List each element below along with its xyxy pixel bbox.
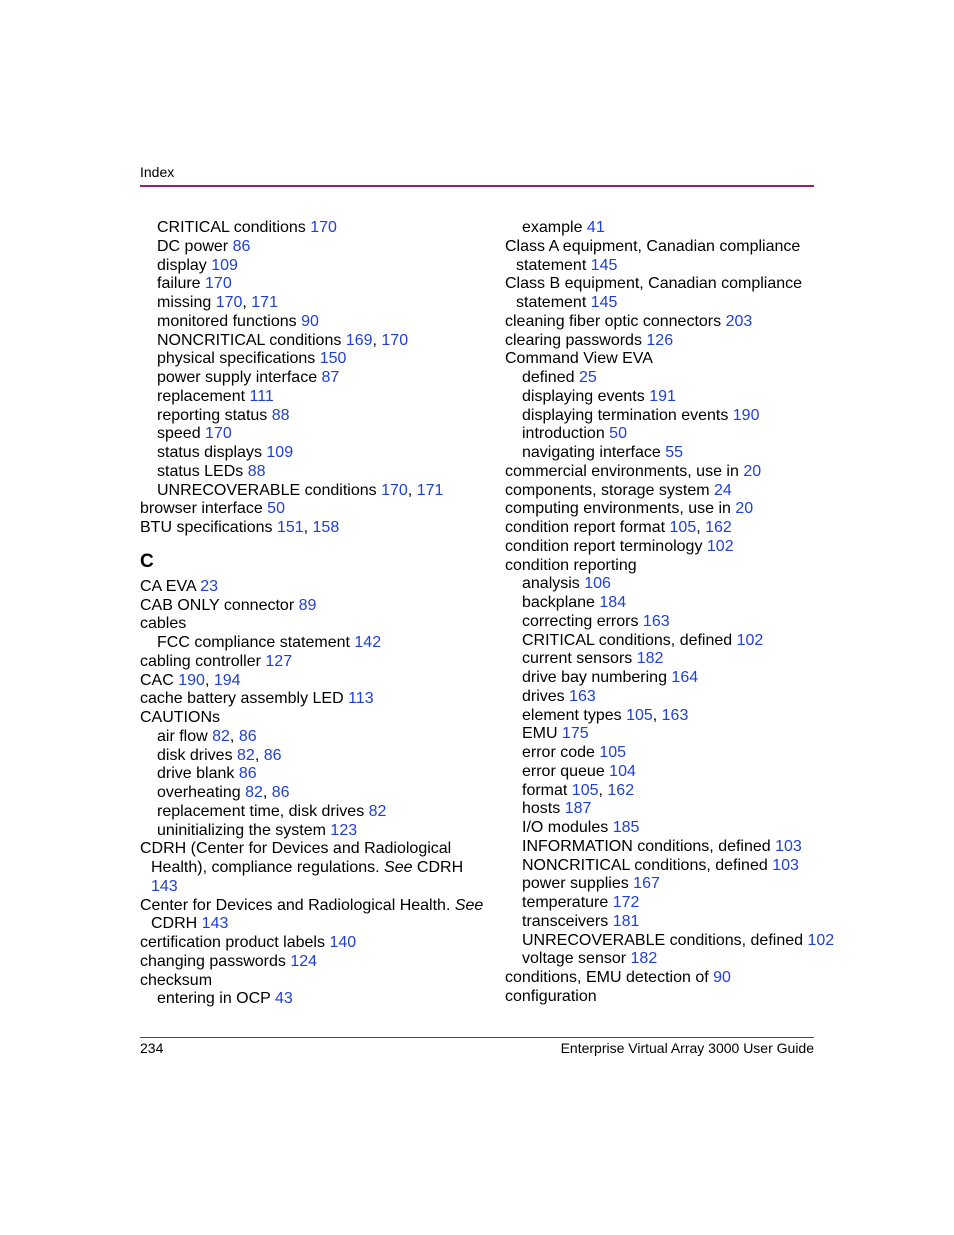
- index-subentry: [140, 407, 490, 426]
- page-reference-link[interactable]: 171: [416, 481, 444, 499]
- page-reference-link[interactable]: 150: [319, 350, 347, 368]
- index-entry: [505, 538, 825, 557]
- index-term: drives: [522, 687, 570, 705]
- index-term: defined: [522, 369, 579, 386]
- index-subentry: [140, 634, 490, 653]
- ref-separator: ,: [242, 294, 252, 311]
- index-term: Center for Devices and Radiological Health.: [140, 896, 455, 914]
- index-term: correcting errors: [522, 612, 643, 630]
- index-subentry: [505, 763, 825, 782]
- page-reference-link[interactable]: 20: [743, 462, 762, 480]
- index-subentry: [140, 257, 490, 276]
- index-subentry: [140, 803, 490, 822]
- page-reference-link[interactable]: 172: [612, 894, 640, 911]
- index-term: CAB ONLY connector: [140, 596, 299, 614]
- index-subentry: [505, 707, 825, 726]
- index-term: clearing passwords: [505, 331, 647, 349]
- index-entry-continuation: [140, 859, 490, 878]
- index-term: error code: [522, 744, 600, 761]
- index-entry: [140, 500, 490, 519]
- index-term: configuration: [505, 987, 597, 1005]
- page-reference-link[interactable]: 105: [626, 706, 653, 724]
- page-reference-link[interactable]: 140: [329, 934, 357, 951]
- page-reference-link[interactable]: 194: [213, 671, 241, 689]
- index-subentry: [505, 725, 825, 744]
- index-term: cleaning fiber optic connectors: [505, 312, 726, 330]
- index-term: CAUTIONs: [140, 709, 220, 726]
- index-term: error queue: [522, 762, 610, 780]
- running-header: Index: [140, 164, 175, 180]
- index-entry: [505, 500, 825, 519]
- page-reference-link[interactable]: 182: [630, 950, 658, 968]
- index-subentry: [505, 575, 825, 594]
- index-term: physical specifications: [157, 350, 320, 368]
- index-entry-continuation: [505, 257, 825, 276]
- index-term: air flow: [157, 727, 213, 745]
- index-term: navigating interface: [522, 444, 666, 461]
- index-term: CDRH: [151, 915, 202, 933]
- index-term: cabling controller: [140, 652, 266, 670]
- index-term: Command View EVA: [505, 350, 653, 368]
- index-term: CAC: [140, 671, 179, 689]
- index-subentry: [505, 407, 825, 426]
- page-reference-link[interactable]: 164: [671, 669, 699, 686]
- index-subentry: [140, 765, 490, 784]
- page-reference-link[interactable]: 43: [275, 990, 293, 1008]
- page-reference-link[interactable]: 191: [649, 387, 676, 405]
- index-entry: [140, 578, 490, 597]
- index-term: current sensors: [522, 650, 637, 668]
- index-term: commercial environments, use in: [505, 462, 744, 480]
- page-reference-link[interactable]: 143: [201, 915, 229, 933]
- index-column-left: [140, 219, 490, 1009]
- index-subentry: [140, 463, 490, 482]
- index-term: conditions, EMU detection of: [505, 969, 714, 986]
- index-term: temperature: [522, 894, 613, 911]
- page-reference-link[interactable]: 145: [590, 256, 618, 274]
- index-subentry: [505, 594, 825, 613]
- page-reference-link[interactable]: 88: [247, 462, 266, 480]
- index-term: disk drives: [157, 746, 238, 764]
- page-reference-link[interactable]: 123: [330, 821, 358, 839]
- index-term: backplane: [522, 594, 600, 611]
- page-reference-link[interactable]: 24: [713, 481, 732, 499]
- page-reference-link[interactable]: 103: [772, 856, 799, 874]
- index-subentry: [140, 369, 490, 388]
- index-term: reporting status: [157, 406, 272, 424]
- index-subentry: [140, 784, 490, 803]
- page-reference-link[interactable]: 88: [271, 406, 290, 424]
- page-reference-link[interactable]: 175: [562, 725, 589, 743]
- index-subentry: [140, 728, 490, 747]
- index-term: cache battery assembly LED: [140, 690, 349, 708]
- page-reference-link[interactable]: 86: [232, 237, 251, 255]
- index-entry: [505, 988, 825, 1007]
- page-reference-link[interactable]: 89: [298, 596, 317, 614]
- page-reference-link[interactable]: 126: [646, 331, 674, 349]
- index-term: UNRECOVERABLE conditions, defined: [522, 931, 808, 949]
- index-term: FCC compliance statement: [157, 634, 355, 651]
- index-entry: [505, 350, 825, 369]
- footer-rule: [140, 1037, 814, 1038]
- index-subentry: [140, 350, 490, 369]
- index-subentry: [505, 819, 825, 838]
- index-subentry: [505, 950, 825, 969]
- page-reference-link[interactable]: 102: [807, 931, 835, 949]
- header-rule: [140, 185, 814, 187]
- page-reference-link[interactable]: 102: [736, 631, 764, 649]
- index-subentry: [140, 990, 490, 1009]
- index-entry: [140, 615, 490, 634]
- index-entry: [505, 482, 825, 501]
- page-reference-link[interactable]: 170: [381, 481, 408, 499]
- index-subentry: [140, 275, 490, 294]
- page-reference-link[interactable]: 170: [215, 294, 243, 311]
- index-term: UNRECOVERABLE conditions: [157, 481, 382, 499]
- index-term: DC power: [157, 237, 233, 255]
- page-reference-link[interactable]: 145: [590, 294, 618, 311]
- index-entry: [140, 519, 490, 538]
- index-subentry: [505, 782, 825, 801]
- page-reference-link[interactable]: 105: [571, 781, 599, 799]
- index-entry: [505, 557, 825, 576]
- index-entry-continuation: [505, 294, 825, 313]
- page-reference-link[interactable]: 167: [633, 875, 660, 893]
- page-reference-link[interactable]: 203: [725, 312, 753, 330]
- index-term: speed: [157, 425, 206, 443]
- index-term: element types: [522, 706, 627, 724]
- page-reference-link[interactable]: 163: [661, 706, 689, 724]
- page-reference-link[interactable]: 102: [706, 537, 734, 555]
- index-entry: [140, 690, 490, 709]
- index-subentry: [505, 613, 825, 632]
- index-term: computing environments, use in: [505, 500, 736, 518]
- index-term: certification product labels: [140, 934, 330, 951]
- ref-separator: ,: [229, 727, 239, 745]
- page-reference-link[interactable]: 82: [368, 802, 387, 820]
- index-term: statement: [516, 294, 591, 311]
- page-reference-link[interactable]: 162: [607, 781, 635, 799]
- ref-separator: ,: [303, 519, 313, 536]
- page-reference-link[interactable]: 109: [211, 256, 238, 274]
- page-reference-link[interactable]: 143: [151, 877, 178, 895]
- index-subentry: [505, 838, 825, 857]
- index-entry: [140, 840, 490, 859]
- index-subentry: [505, 857, 825, 876]
- index-term: NONCRITICAL conditions: [157, 331, 346, 349]
- index-term: BTU specifications: [140, 519, 277, 536]
- page-reference-link[interactable]: 82: [212, 727, 230, 745]
- index-term: CRITICAL conditions, defined: [522, 631, 737, 649]
- page-reference-link[interactable]: 111: [249, 387, 274, 405]
- index-term: failure: [157, 275, 206, 293]
- index-subentry: [505, 875, 825, 894]
- page-reference-link[interactable]: 50: [609, 425, 627, 443]
- document-title: Enterprise Virtual Array 3000 User Guide: [560, 1040, 814, 1056]
- index-subentry: [505, 632, 825, 651]
- index-term: condition report terminology: [505, 537, 707, 555]
- index-subentry: [505, 688, 825, 707]
- index-term: I/O modules: [522, 819, 613, 836]
- index-entry: [140, 953, 490, 972]
- index-term: components, storage system: [505, 481, 714, 499]
- index-term: voltage sensor: [522, 950, 631, 968]
- index-entry: [505, 313, 825, 332]
- index-entry: [505, 519, 825, 538]
- index-term: CA EVA: [140, 577, 201, 595]
- index-term: condition report format: [505, 519, 670, 536]
- index-subentry: [140, 482, 490, 501]
- index-term: overheating: [157, 784, 246, 801]
- page-reference-link[interactable]: 190: [732, 406, 760, 424]
- ref-separator: ,: [204, 671, 214, 689]
- ref-separator: ,: [262, 784, 272, 801]
- index-entry: [505, 332, 825, 351]
- see-reference: See: [384, 859, 413, 876]
- page-reference-link[interactable]: 87: [321, 369, 340, 386]
- page-reference-link[interactable]: 181: [612, 912, 640, 930]
- index-subentry: [140, 822, 490, 841]
- page-reference-link[interactable]: 124: [290, 952, 318, 970]
- index-subentry: [140, 747, 490, 766]
- index-entry: [140, 934, 490, 953]
- index-term: EMU: [522, 725, 562, 743]
- index-entry: [140, 672, 490, 691]
- page-reference-link[interactable]: 163: [642, 612, 670, 630]
- page-reference-link[interactable]: 20: [735, 500, 754, 518]
- index-column-right: [505, 219, 835, 1007]
- page-reference-link[interactable]: 169: [345, 331, 373, 349]
- index-term: power supply interface: [157, 369, 322, 386]
- page-reference-link[interactable]: 170: [205, 275, 232, 293]
- page-reference-link[interactable]: 41: [586, 219, 605, 236]
- index-entry-continuation: [140, 878, 490, 897]
- page-reference-link[interactable]: 171: [251, 294, 278, 311]
- page-reference-link[interactable]: 127: [265, 652, 293, 670]
- page-reference-link[interactable]: 90: [713, 969, 731, 986]
- page-reference-link[interactable]: 82: [237, 746, 255, 764]
- ref-separator: ,: [254, 746, 264, 764]
- index-subentry: [505, 744, 825, 763]
- index-term: drive bay numbering: [522, 669, 672, 686]
- index-term: replacement: [157, 387, 250, 405]
- index-term: replacement time, disk drives: [157, 802, 369, 820]
- index-entry-continuation: [140, 915, 490, 934]
- index-term: drive blank: [157, 765, 239, 783]
- index-term: checksum: [140, 971, 213, 989]
- page-reference-link[interactable]: 170: [381, 331, 409, 349]
- index-term: transceivers: [522, 912, 613, 930]
- page-reference-link[interactable]: 113: [348, 690, 374, 708]
- page-number: 234: [140, 1040, 164, 1056]
- page-reference-link[interactable]: 103: [775, 837, 802, 855]
- index-term: introduction: [522, 425, 610, 443]
- page-reference-link[interactable]: 86: [238, 727, 257, 745]
- index-term: display: [157, 256, 212, 274]
- page-reference-link[interactable]: 86: [271, 784, 290, 801]
- index-subentry: [505, 219, 825, 238]
- ref-separator: ,: [598, 781, 608, 799]
- index-term: uninitializing the system: [157, 821, 331, 839]
- index-subentry: [505, 425, 825, 444]
- index-subentry: [140, 425, 490, 444]
- page-reference-link[interactable]: 184: [599, 594, 627, 611]
- index-subentry: [140, 238, 490, 257]
- page-reference-link[interactable]: 170: [310, 219, 337, 236]
- page-reference-link[interactable]: 23: [200, 577, 218, 595]
- index-subentry: [140, 332, 490, 351]
- index-term: monitored functions: [157, 312, 302, 330]
- index-subentry: [505, 369, 825, 388]
- index-subentry: [140, 444, 490, 463]
- page-reference-link[interactable]: 105: [669, 519, 697, 536]
- index-subentry: [505, 913, 825, 932]
- index-subentry: [140, 388, 490, 407]
- index-subentry: [140, 294, 490, 313]
- see-target: CDRH: [412, 859, 464, 876]
- index-subentry: [505, 669, 825, 688]
- index-term: missing: [157, 294, 216, 311]
- page-reference-link[interactable]: 151: [276, 519, 304, 536]
- index-term: INFORMATION conditions, defined: [522, 837, 776, 855]
- page-reference-link[interactable]: 25: [578, 369, 597, 386]
- index-subentry: [505, 388, 825, 407]
- page-reference-link[interactable]: 105: [599, 744, 627, 761]
- index-entry: [140, 709, 490, 728]
- ref-separator: ,: [652, 706, 662, 724]
- index-entry: [140, 653, 490, 672]
- page-reference-link[interactable]: 185: [612, 819, 640, 836]
- page-reference-link[interactable]: 82: [245, 784, 263, 801]
- index-term: analysis: [522, 575, 585, 593]
- index-term: power supplies: [522, 875, 634, 893]
- index-term: CRITICAL conditions: [157, 219, 311, 236]
- index-entry: [140, 897, 490, 916]
- ref-separator: ,: [372, 331, 382, 349]
- see-reference: See: [454, 896, 484, 914]
- index-subentry: [140, 313, 490, 332]
- index-term: Class B equipment, Canadian compliance: [505, 275, 803, 293]
- page-reference-link[interactable]: 170: [205, 425, 232, 443]
- page-reference-link[interactable]: 182: [636, 650, 664, 668]
- index-term: statement: [516, 256, 591, 274]
- page-reference-link[interactable]: 142: [354, 634, 382, 651]
- page-reference-link[interactable]: 158: [312, 519, 340, 536]
- index-subentry: [505, 931, 835, 951]
- index-term: entering in OCP: [157, 990, 275, 1008]
- page-reference-link[interactable]: 50: [267, 500, 285, 518]
- page-reference-link[interactable]: 163: [569, 687, 596, 705]
- index-subentry: [505, 444, 825, 463]
- index-entry: [505, 275, 825, 294]
- index-entry: [505, 463, 825, 482]
- page-reference-link[interactable]: 190: [178, 671, 205, 689]
- index-term: condition reporting: [505, 556, 637, 574]
- index-term: displaying events: [522, 387, 650, 405]
- index-term: cables: [140, 615, 187, 633]
- ref-separator: ,: [696, 519, 706, 536]
- page-reference-link[interactable]: 106: [584, 575, 611, 593]
- page-reference-link[interactable]: 86: [238, 765, 257, 783]
- index-term: displaying termination events: [522, 406, 733, 424]
- page-reference-link[interactable]: 109: [266, 444, 294, 461]
- index-subentry: [505, 650, 825, 669]
- page-reference-link[interactable]: 55: [665, 444, 683, 461]
- index-entry: [505, 969, 825, 988]
- index-letter-heading: C: [140, 550, 154, 572]
- index-term: changing passwords: [140, 952, 291, 970]
- page-reference-link[interactable]: 187: [564, 800, 592, 818]
- index-entry: [140, 972, 490, 991]
- page-reference-link[interactable]: 104: [609, 762, 636, 780]
- index-term: Health), compliance regulations.: [151, 859, 385, 876]
- index-subentry: [505, 800, 825, 819]
- page-reference-link[interactable]: 90: [301, 312, 319, 330]
- ref-separator: ,: [407, 481, 417, 499]
- index-term: hosts: [522, 800, 565, 818]
- index-term: Class A equipment, Canadian compliance: [505, 237, 801, 255]
- index-subentry: [140, 219, 490, 238]
- index-term: example: [522, 219, 587, 236]
- page-reference-link[interactable]: 162: [705, 519, 732, 536]
- index-entry: [505, 238, 825, 257]
- page-reference-link[interactable]: 86: [263, 746, 282, 764]
- index-term: status LEDs: [157, 462, 248, 480]
- index-term: browser interface: [140, 500, 268, 518]
- index-term: status displays: [157, 444, 267, 461]
- index-entry: [140, 597, 490, 616]
- index-subentry: [505, 894, 825, 913]
- index-term: CDRH (Center for Devices and Radiological: [140, 840, 452, 858]
- index-term: format: [522, 781, 572, 799]
- index-term: NONCRITICAL conditions, defined: [522, 856, 773, 874]
